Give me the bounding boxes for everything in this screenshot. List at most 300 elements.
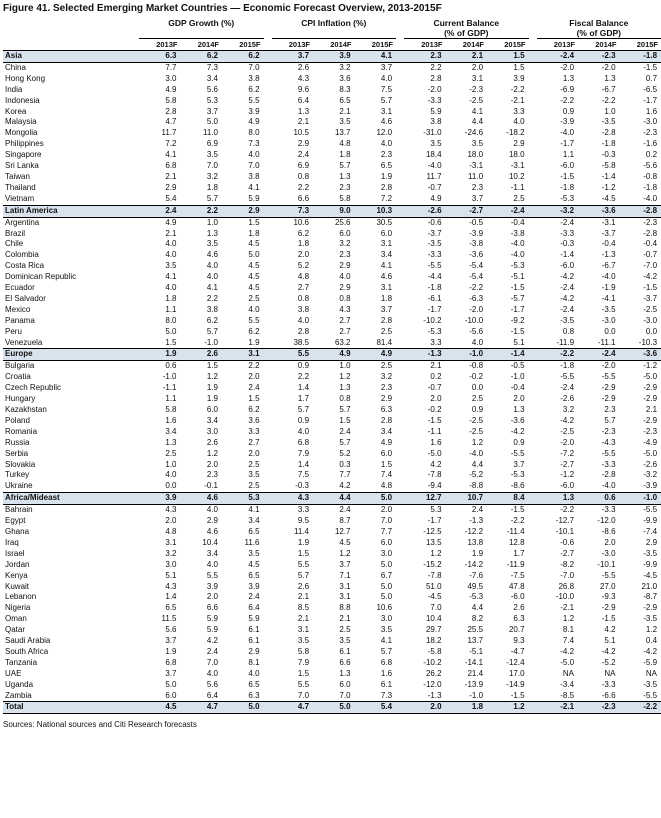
table-cell: -3.1: [510, 161, 525, 171]
column-gap: [264, 150, 272, 161]
table-cell: 2.2: [297, 372, 310, 382]
column-gap: [529, 107, 537, 118]
column-gap: [264, 691, 272, 702]
table-cell: 4.0: [380, 73, 393, 83]
table-cell: 6.4: [248, 603, 260, 613]
table-cell: -2.5: [643, 304, 658, 314]
row-label: Jordan: [5, 559, 30, 569]
table-cell: 4.0: [471, 337, 484, 347]
table-cell: 1.9: [139, 349, 181, 361]
table-cell: 1.2: [430, 548, 442, 558]
table-cell: -3.3: [601, 679, 616, 689]
table-cell: 3.7: [165, 668, 177, 678]
table-cell: 1.6: [380, 668, 393, 678]
table-row: [3, 217, 661, 228]
table-cell: -3.1: [601, 217, 616, 227]
table-cell: 6.5: [165, 603, 177, 613]
table-cell: -12.7: [555, 516, 575, 526]
table-row: [3, 691, 661, 702]
table-cell: -2.2: [510, 516, 525, 526]
total-row: [3, 702, 661, 714]
column-gap: [396, 383, 404, 394]
table-cell: 38.5: [293, 337, 310, 347]
table-cell: 63.2: [334, 337, 351, 347]
column-gap: [264, 592, 272, 603]
table-row: [3, 361, 661, 372]
table-row: [3, 658, 661, 669]
table-cell: 3.7: [165, 636, 177, 646]
table-cell: 2.4: [297, 150, 310, 160]
table-cell: 12.7: [334, 526, 351, 536]
table-cell: -1.0: [446, 349, 488, 361]
region-row: [3, 51, 661, 63]
table-cell: 3.5: [430, 139, 442, 149]
table-cell: 4.8: [297, 272, 310, 282]
table-cell: 11.0: [468, 171, 484, 181]
table-cell: 2.4: [248, 383, 260, 393]
table-cell: 2.1: [339, 614, 351, 624]
table-cell: 3.5: [165, 261, 177, 271]
table-cell: -2.0: [427, 84, 442, 94]
table-row: [3, 117, 661, 128]
table-cell: -0.4: [643, 239, 658, 249]
table-cell: 10.3: [355, 205, 397, 217]
table-cell: -2.8: [643, 228, 658, 238]
table-cell: -6.3: [469, 293, 484, 303]
table-cell: 8.1: [562, 625, 575, 635]
table-cell: 5.7: [339, 405, 351, 414]
table-cell: 4.6: [181, 493, 223, 505]
table-cell: -1.5: [510, 283, 525, 293]
year-header: 2014F: [181, 39, 223, 51]
table-cell: 1.2: [206, 372, 218, 382]
table-cell: 3.0: [165, 73, 177, 83]
table-cell: -14.1: [464, 657, 484, 667]
table-cell: -7.0: [560, 570, 575, 580]
table-cell: 2.4: [139, 205, 181, 217]
table-cell: 21.0: [641, 581, 658, 591]
table-cell: -3.6: [620, 349, 661, 361]
column-gap: [264, 383, 272, 394]
table-cell: 3.7: [206, 106, 218, 116]
table-cell: 5.4: [355, 702, 397, 714]
table-cell: 6.2: [297, 228, 310, 238]
table-cell: 4.0: [297, 426, 310, 436]
column-gap: [529, 361, 537, 372]
table-cell: 6.0: [339, 679, 351, 689]
table-cell: -1.8: [620, 51, 661, 63]
column-gap: [529, 239, 537, 250]
table-cell: 2.1: [446, 51, 488, 63]
column-gap: [264, 438, 272, 449]
table-cell: -0.2: [469, 372, 484, 382]
table-cell: 6.6: [339, 657, 351, 667]
table-cell: -5.5: [601, 372, 616, 382]
table-cell: -2.5: [469, 95, 484, 105]
table-cell: 20.7: [508, 625, 525, 635]
table-cell: -2.6: [560, 394, 575, 404]
table-cell: 1.4: [165, 592, 177, 602]
table-cell: -12.0: [423, 679, 442, 689]
column-gap: [529, 96, 537, 107]
table-cell: -1.4: [601, 171, 616, 181]
table-cell: -1.7: [560, 139, 575, 149]
table-cell: 4.7: [181, 702, 223, 714]
table-cell: 13.5: [425, 537, 442, 547]
table-row: [3, 283, 661, 294]
table-cell: 5.0: [313, 702, 355, 714]
table-cell: -3.6: [578, 205, 620, 217]
table-cell: -2.2: [620, 702, 661, 714]
year-header: 2014F: [446, 39, 488, 51]
table-cell: -4.0: [469, 448, 484, 458]
table-cell: -5.5: [601, 570, 616, 580]
table-cell: -2.7: [560, 548, 575, 558]
column-gap: [396, 460, 404, 471]
table-cell: 5.5: [248, 315, 260, 325]
table-cell: 5.3: [222, 493, 264, 505]
table-cell: -2.5: [560, 426, 575, 436]
table-cell: 3.4: [380, 250, 393, 260]
column-gap: [396, 538, 404, 549]
table-cell: 18.0: [467, 150, 484, 160]
table-cell: 3.1: [222, 349, 264, 361]
table-cell: 5.0: [380, 559, 393, 569]
row-label: Bahrain: [5, 505, 33, 515]
column-gap: [529, 625, 537, 636]
table-cell: 4.7: [165, 117, 177, 127]
table-cell: 1.9: [206, 394, 218, 404]
table-cell: -1.8: [560, 182, 575, 192]
table-cell: -10.0: [555, 592, 575, 602]
column-gap: [529, 460, 537, 471]
table-cell: -0.6: [560, 537, 575, 547]
table-cell: 2.9: [248, 646, 260, 656]
table-cell: 6.1: [248, 636, 260, 646]
table-cell: 6.2: [206, 315, 218, 325]
table-cell: 3.2: [165, 548, 177, 558]
table-cell: 2.5: [248, 459, 260, 469]
table-cell: 8.7: [339, 516, 351, 526]
table-cell: 3.5: [471, 139, 484, 149]
table-cell: -1.1: [510, 182, 525, 192]
table-cell: -0.7: [427, 383, 442, 393]
column-gap: [264, 283, 272, 294]
table-cell: -3.0: [601, 315, 616, 325]
year-header: 2015F: [355, 39, 397, 51]
table-cell: 1.2: [487, 702, 529, 714]
table-cell: 2.1: [645, 405, 658, 414]
table-cell: -5.6: [643, 161, 658, 171]
table-cell: 1.2: [645, 625, 658, 635]
table-cell: -0.5: [469, 217, 484, 227]
row-label: Tanzania: [5, 657, 38, 667]
table-cell: 6.5: [248, 570, 260, 580]
table-cell: -2.9: [601, 394, 616, 404]
table-cell: 0.8: [339, 293, 351, 303]
table-cell: -2.1: [560, 603, 575, 613]
row-label: Singapore: [5, 150, 42, 160]
table-cell: 2.7: [339, 326, 351, 336]
table-cell: -2.4: [560, 304, 575, 314]
table-cell: -14.2: [464, 559, 484, 569]
table-cell: -1.5: [601, 614, 616, 624]
table-cell: 1.3: [339, 171, 351, 181]
column-gap: [529, 272, 537, 283]
table-cell: 1.3: [339, 383, 351, 393]
row-label: Argentina: [5, 217, 40, 227]
table-row: [3, 592, 661, 603]
table-cell: -5.2: [601, 657, 616, 667]
table-cell: 4.6: [380, 272, 393, 282]
table-cell: 6.3: [248, 690, 260, 700]
table-cell: 2.5: [165, 448, 177, 458]
table-row: [3, 527, 661, 538]
table-cell: 0.9: [297, 361, 310, 371]
column-gap: [529, 139, 537, 150]
table-cell: -1.4: [560, 250, 575, 260]
row-label: Croatia: [5, 372, 31, 382]
table-cell: -10.1: [555, 526, 575, 536]
row-label: Venezuela: [5, 337, 43, 347]
table-cell: 4.1: [380, 261, 393, 271]
table-cell: 5.5: [248, 95, 260, 105]
table-cell: -5.3: [560, 193, 575, 203]
table-cell: 11.4: [294, 526, 310, 536]
column-gap: [264, 96, 272, 107]
table-cell: -5.5: [427, 261, 442, 271]
table-cell: -1.1: [162, 383, 177, 393]
table-cell: -5.7: [510, 293, 525, 303]
table-cell: 3.1: [339, 581, 351, 591]
table-cell: 6.8: [297, 437, 310, 447]
table-cell: 3.5: [248, 548, 260, 558]
table-cell: 0.6: [165, 361, 177, 371]
table-cell: -1.3: [469, 516, 484, 526]
table-row: [3, 460, 661, 471]
table-cell: 1.5: [380, 459, 393, 469]
table-cell: 2.8: [380, 315, 393, 325]
row-label: Brazil: [5, 228, 26, 238]
table-cell: 5.9: [430, 106, 442, 116]
column-gap: [264, 161, 272, 172]
column-gap: [264, 338, 272, 349]
group-subheader-row: [3, 28, 661, 39]
table-cell: 0.9: [471, 405, 484, 414]
table-cell: -2.7: [560, 459, 575, 469]
row-label: Nigeria: [5, 603, 31, 613]
table-cell: 10.6: [376, 603, 393, 613]
table-cell: 5.7: [297, 405, 310, 414]
table-cell: 29.7: [425, 625, 442, 635]
table-cell: 5.0: [380, 581, 393, 591]
table-cell: -1.2: [560, 470, 575, 480]
table-cell: 6.2: [222, 51, 264, 63]
column-gap: [529, 538, 537, 549]
column-gap: [529, 658, 537, 669]
table-cell: 3.5: [297, 636, 310, 646]
table-cell: -3.6: [510, 415, 525, 425]
region-row: [3, 205, 661, 217]
table-body: [3, 51, 661, 714]
table-cell: 2.1: [297, 592, 310, 602]
row-label: Colombia: [5, 250, 39, 260]
table-cell: 0.8: [297, 293, 310, 303]
table-row: [3, 625, 661, 636]
table-cell: -3.2: [643, 470, 658, 480]
column-gap: [529, 161, 537, 172]
table-row: [3, 470, 661, 481]
table-cell: 2.9: [165, 182, 177, 192]
column-gap: [396, 582, 404, 593]
table-cell: -9.2: [510, 315, 525, 325]
table-cell: 7.0: [248, 62, 260, 72]
table-cell: -5.1: [510, 272, 525, 282]
year-header: 2015F: [487, 39, 529, 51]
column-gap: [529, 327, 537, 338]
table-cell: -4.2: [643, 646, 658, 656]
table-cell: 2.7: [339, 315, 351, 325]
table-cell: 3.3: [513, 106, 525, 116]
table-cell: -0.4: [510, 383, 525, 393]
table-cell: 1.4: [297, 383, 310, 393]
table-cell: 2.9: [339, 283, 351, 293]
table-cell: 3.5: [248, 470, 260, 480]
table-cell: 5.1: [165, 570, 177, 580]
table-cell: 4.0: [206, 505, 218, 515]
table-cell: 7.2: [165, 139, 177, 149]
table-cell: 5.6: [206, 679, 218, 689]
table-cell: 18.0: [508, 150, 525, 160]
table-row: [3, 139, 661, 150]
column-gap: [264, 107, 272, 118]
table-cell: -10.2: [423, 657, 442, 667]
column-gap: [396, 516, 404, 527]
table-cell: 6.8: [380, 657, 393, 667]
column-gap: [264, 128, 272, 139]
table-cell: 9.0: [313, 205, 355, 217]
table-cell: -5.2: [469, 470, 484, 480]
table-cell: 4.2: [339, 481, 351, 491]
table-cell: 30.5: [376, 217, 393, 227]
row-label: Thailand: [5, 182, 36, 192]
row-label: Ghana: [5, 526, 30, 536]
table-cell: 6.7: [380, 570, 393, 580]
table-cell: -11.9: [556, 337, 575, 347]
row-label: Asia: [3, 51, 139, 63]
table-cell: 1.5: [487, 51, 529, 63]
column-gap: [529, 338, 537, 349]
column-gap: [396, 349, 404, 361]
table-cell: 6.4: [297, 95, 310, 105]
column-gap: [264, 305, 272, 316]
table-cell: -7.2: [560, 448, 575, 458]
column-gap: [529, 229, 537, 240]
column-gap: [264, 74, 272, 85]
row-label: Turkey: [5, 470, 30, 480]
table-cell: -2.3: [601, 426, 616, 436]
table-cell: -5.3: [510, 470, 525, 480]
column-gap: [264, 702, 272, 714]
table-cell: 5.6: [206, 84, 218, 94]
table-cell: 2.9: [222, 205, 264, 217]
column-gap: [529, 449, 537, 460]
table-cell: -4.2: [510, 426, 525, 436]
column-gap: [264, 272, 272, 283]
table-cell: 3.9: [248, 581, 260, 591]
column-gap: [529, 549, 537, 560]
table-cell: 3.5: [339, 636, 351, 646]
table-cell: 1.2: [339, 548, 351, 558]
table-cell: 2.5: [248, 293, 260, 303]
table-cell: -2.3: [578, 51, 620, 63]
table-cell: -2.0: [560, 437, 575, 447]
column-gap: [264, 582, 272, 593]
table-cell: 1.0: [339, 361, 351, 371]
table-cell: 9.6: [297, 84, 310, 94]
table-cell: 1.1: [562, 150, 575, 160]
table-cell: 5.4: [165, 193, 177, 203]
table-cell: 4.0: [248, 304, 260, 314]
table-cell: 2.5: [248, 481, 260, 491]
table-cell: 5.9: [206, 614, 218, 624]
table-cell: 3.8: [248, 73, 260, 83]
table-cell: 4.5: [339, 537, 351, 547]
table-cell: 1.3: [537, 493, 579, 505]
table-cell: -15.2: [423, 559, 442, 569]
table-cell: 2.3: [339, 182, 351, 192]
column-gap: [529, 250, 537, 261]
table-cell: 2.0: [297, 250, 310, 260]
column-gap: [529, 516, 537, 527]
column-gap: [264, 261, 272, 272]
table-cell: 2.7: [248, 437, 260, 447]
table-cell: -0.4: [510, 217, 525, 227]
table-cell: 2.2: [297, 182, 310, 192]
table-cell: 4.6: [380, 117, 393, 127]
column-gap: [396, 691, 404, 702]
column-gap: [264, 172, 272, 183]
table-cell: -1.8: [560, 361, 575, 371]
column-gap: [529, 405, 537, 416]
column-gap: [529, 669, 537, 680]
table-cell: 7.5: [380, 84, 393, 94]
table-cell: 5.8: [165, 95, 177, 105]
table-cell: -2.8: [601, 128, 616, 138]
group-header-cpi: CPI Inflation (%): [301, 18, 367, 28]
table-cell: 18.2: [425, 636, 442, 646]
group-header-gdp: GDP Growth (%): [168, 18, 235, 28]
table-cell: -1.8: [427, 283, 442, 293]
column-gap: [529, 372, 537, 383]
column-gap: [396, 470, 404, 481]
table-cell: 7.3: [248, 139, 260, 149]
table-cell: -1.0: [469, 690, 484, 700]
row-label: China: [5, 62, 26, 72]
column-gap: [264, 229, 272, 240]
table-cell: -4.3: [601, 437, 616, 447]
row-label: South Africa: [5, 646, 49, 656]
table-cell: -3.5: [427, 239, 442, 249]
table-cell: 4.0: [248, 150, 260, 160]
table-cell: -6.7: [601, 84, 616, 94]
table-cell: 1.3: [297, 106, 310, 116]
column-gap: [264, 493, 272, 505]
table-cell: 1.9: [165, 646, 177, 656]
table-row: [3, 582, 661, 593]
table-cell: 4.0: [297, 315, 310, 325]
table-cell: 5.3: [206, 95, 218, 105]
